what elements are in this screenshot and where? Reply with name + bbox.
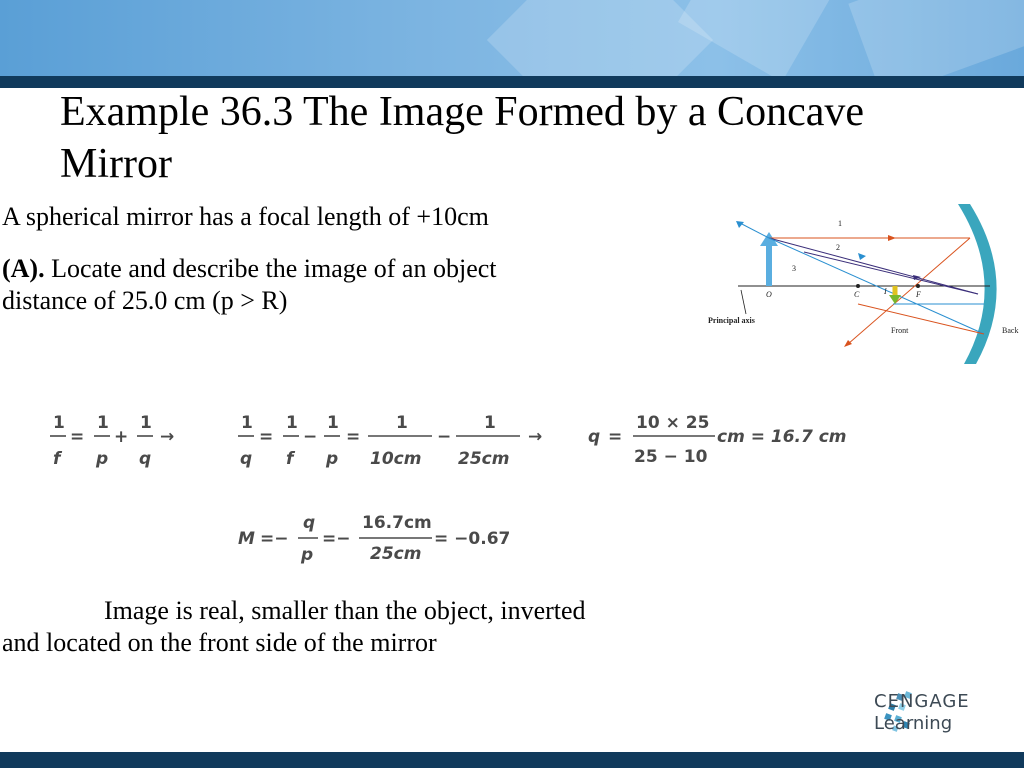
svg-text:=: =: [608, 427, 623, 447]
front-label: Front: [891, 326, 909, 335]
part-a-label: (A).: [2, 254, 45, 283]
svg-text:1: 1: [484, 413, 496, 433]
svg-text:1: 1: [53, 413, 65, 433]
svg-text:25cm: 25cm: [370, 544, 422, 564]
svg-text:1: 1: [140, 413, 152, 433]
svg-text:−: −: [437, 427, 452, 447]
svg-text:−: −: [303, 427, 318, 447]
slide-title: Example 36.3 The Image Formed by a Concave Mirror: [60, 89, 864, 187]
svg-text:M: M: [238, 529, 255, 549]
svg-text:=: =: [70, 427, 85, 447]
logo-learning-text: Learning: [874, 713, 953, 734]
svg-text:f: f: [53, 449, 61, 469]
svg-text:q: q: [240, 449, 253, 469]
svg-text:1: 1: [396, 413, 408, 433]
svg-text:→: →: [528, 427, 543, 447]
svg-text:p: p: [301, 545, 314, 565]
q-result-equation: [588, 413, 847, 467]
object-distance-line: distance of 25.0 cm (p > R): [2, 286, 288, 315]
svg-text:q: q: [588, 427, 601, 447]
svg-text:1: 1: [97, 413, 109, 433]
bottom-rule: [0, 752, 1024, 768]
svg-text:10cm: 10cm: [370, 449, 422, 469]
part-a-text: Locate and describe the image of an object: [44, 254, 497, 283]
svg-text:q: q: [139, 449, 152, 469]
svg-text:+: +: [114, 427, 129, 447]
point-o-label: O: [766, 290, 772, 299]
point-f-label: F: [916, 290, 921, 299]
svg-text:=−: =−: [260, 529, 289, 549]
svg-text:1: 1: [241, 413, 253, 433]
svg-text:q: q: [303, 513, 316, 533]
svg-text:f: f: [286, 449, 294, 469]
svg-text:= −0.67: = −0.67: [434, 529, 511, 549]
svg-text:=: =: [346, 427, 361, 447]
solve-for-q-equation: [238, 413, 542, 469]
principal-axis-label: Principal axis: [708, 316, 755, 325]
conclusion-line-1: Image is real, smaller than the object, inverted: [104, 596, 586, 625]
point-i-label: I: [884, 287, 887, 296]
focal-length-line: A spherical mirror has a focal length of +10cm: [2, 202, 489, 231]
svg-text:1: 1: [286, 413, 298, 433]
svg-text:p: p: [96, 449, 109, 469]
svg-text:p: p: [326, 449, 339, 469]
svg-text:=−: =−: [322, 529, 351, 549]
back-label: Back: [1002, 326, 1019, 335]
ray-3-label: 3: [792, 264, 796, 273]
svg-text:10 × 25: 10 × 25: [636, 413, 710, 433]
point-c-label: C: [854, 290, 860, 299]
svg-text:25 − 10: 25 − 10: [634, 447, 708, 467]
svg-text:25cm: 25cm: [458, 449, 510, 469]
svg-text:1: 1: [327, 413, 339, 433]
svg-text:→: →: [160, 427, 175, 447]
magnification-equation: [238, 513, 510, 565]
ray-1-label: 1: [838, 219, 842, 228]
svg-text:cm = 16.7 cm: cm = 16.7 cm: [717, 427, 847, 447]
svg-text:16.7cm: 16.7cm: [362, 513, 432, 533]
svg-text:=: =: [259, 427, 274, 447]
conclusion-line-2: and located on the front side of the mirror: [2, 628, 437, 657]
ray-2-label: 2: [836, 243, 840, 252]
mirror-equation: [50, 413, 174, 469]
logo-cengage-text: CENGAGE: [874, 691, 970, 712]
